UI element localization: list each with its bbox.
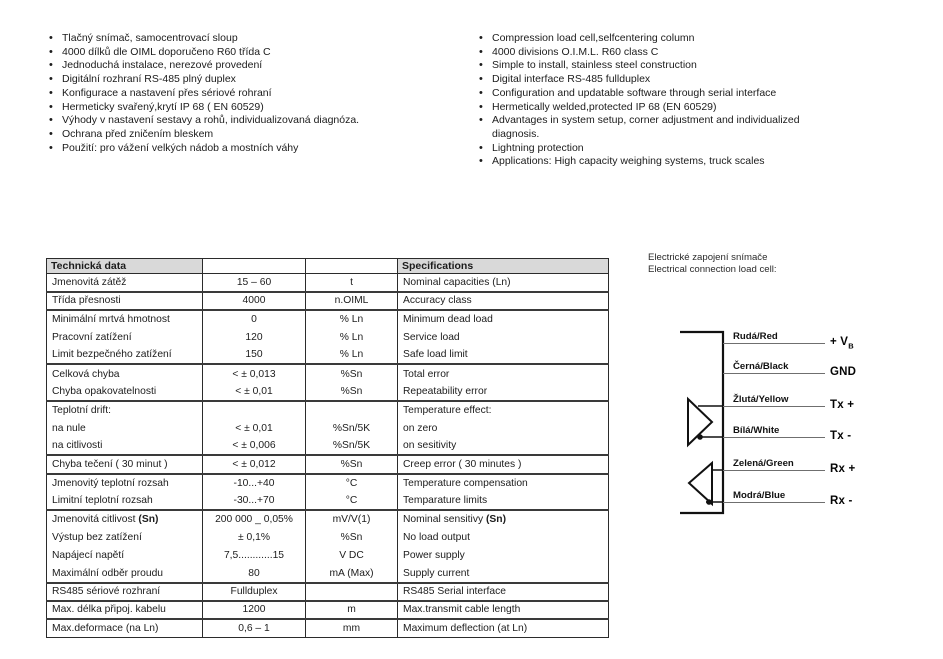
cell-cz: na nule: [47, 419, 203, 437]
cell-cz: Chyba opakovatelnosti: [47, 383, 203, 401]
feature-text: Hermeticky svařený,krytí IP 68 ( EN 60529): [62, 100, 264, 113]
bullet-icon: [49, 46, 53, 60]
cell-value: 1200: [203, 601, 306, 619]
table-row: [47, 292, 609, 310]
diagram-caption-en: Electrical connection load cell:: [648, 263, 777, 275]
list-item: [48, 128, 448, 142]
cell-cz: Celková chyba: [47, 364, 203, 382]
table-header-row: [47, 259, 609, 274]
cell-cz: Pracovní zatížení: [47, 328, 203, 346]
cell-cz: Napájecí napětí: [47, 546, 203, 564]
cell-unit: t: [306, 274, 398, 292]
cell-value: 15 – 60: [203, 274, 306, 292]
cell-value: 0,6 – 1: [203, 619, 306, 637]
cell-en: No load output: [403, 531, 470, 543]
cell-value: -10...+40: [203, 474, 306, 492]
table-header-value: [203, 259, 306, 274]
cell-cz: Chyba tečení ( 30 minut ): [47, 455, 203, 473]
table-row: [47, 419, 609, 437]
feature-text: Compression load cell,selfcentering column: [492, 32, 695, 44]
feature-list-cz: [48, 32, 448, 155]
feature-text: Simple to install, stainless steel construction: [492, 59, 697, 72]
cell-cz: Maximální odběr proudu: [47, 565, 203, 583]
cell-value: ± 0,1%: [203, 528, 306, 546]
cell-en: Temperature effect:: [403, 404, 492, 416]
cell-unit: °C: [306, 474, 398, 492]
diagram-caption: [648, 252, 943, 275]
signal-label: Rx -: [830, 494, 853, 507]
bullet-icon: [49, 59, 53, 73]
cell-unit: %Sn: [306, 383, 398, 401]
table-header-unit: [306, 259, 398, 274]
cell-unit: %Sn: [306, 455, 398, 473]
bullet-icon: [479, 73, 483, 87]
cell-cz: Teplotní drift:: [47, 401, 203, 419]
cell-unit: % Ln: [306, 346, 398, 364]
wire-red: [723, 328, 854, 350]
cell-en: Total error: [403, 368, 450, 380]
spec-table: [46, 258, 609, 638]
cell-unit: % Ln: [306, 310, 398, 328]
table-row: [47, 565, 609, 583]
bullet-icon: [479, 155, 483, 169]
list-item: [48, 46, 448, 60]
wire-green: [723, 455, 856, 475]
bullet-icon: [49, 73, 53, 87]
cell-en: Temperature compensation: [403, 477, 528, 489]
list-item: [48, 32, 448, 46]
table-row: [47, 546, 609, 564]
table-row: [47, 492, 609, 510]
cell-en: Creep error ( 30 minutes ): [398, 455, 609, 473]
list-item: [478, 142, 816, 156]
bullet-icon: [49, 142, 53, 156]
feature-text: Jednoduchá instalace, nerezové provedení: [62, 59, 263, 72]
bullet-icon: [49, 101, 53, 115]
wire-label: Bílá/White: [733, 425, 780, 436]
list-item: [48, 101, 448, 115]
cell-value: 80: [203, 565, 306, 583]
feature-text: Ochrana před zničením bleskem: [62, 127, 214, 140]
cell-en: Nominal sensitivy (Sn): [403, 514, 506, 526]
cell-cz: Max.deformace (na Ln): [47, 619, 203, 637]
signal-label: GND: [830, 365, 857, 378]
bullet-icon: [49, 114, 53, 128]
feature-text: Digital interface RS-485 fullduplex: [492, 73, 651, 86]
cell-en: Repeatability error: [398, 383, 609, 401]
list-item: [48, 59, 448, 73]
cell-cz: Třída přesnosti: [47, 292, 203, 310]
list-item: [478, 59, 816, 73]
bullet-icon: [49, 128, 53, 142]
list-item: [48, 114, 448, 128]
cell-cz: Limitní teplotní rozsah: [47, 492, 203, 510]
table-row: [47, 583, 609, 601]
bullet-icon: [479, 114, 483, 128]
cell-cz: Výstup bez zatížení: [47, 528, 203, 546]
list-item: [48, 87, 448, 101]
rx-receiver-icon: [689, 463, 712, 504]
cell-en: Maximum deflection (at Ln): [403, 622, 528, 634]
feature-text: Configuration and updatable software through serial interface: [492, 86, 777, 99]
list-item: [478, 87, 816, 101]
cell-unit: m: [306, 601, 398, 619]
signal-label: Tx +: [830, 398, 855, 411]
cell-value: -30...+70: [203, 492, 306, 510]
cell-value: < ± 0,01: [203, 383, 306, 401]
cell-cz: na citlivosti: [47, 437, 203, 455]
feature-text: Advantages in system setup, corner adjustment and individualized diagnosis.: [492, 114, 800, 140]
cell-unit: %Sn/5K: [306, 437, 398, 455]
feature-text: 4000 dílků dle OIML doporučeno R60 třída C: [62, 45, 271, 58]
list-item: [478, 32, 816, 46]
cell-value: [203, 401, 306, 419]
cell-unit: V DC: [306, 546, 398, 564]
table-row: [47, 328, 609, 346]
list-item: [478, 101, 816, 115]
bullet-icon: [479, 59, 483, 73]
wire-label: Černá/Black: [733, 361, 789, 372]
cell-unit: % Ln: [306, 328, 398, 346]
feature-text: Digitální rozhraní RS-485 plný duplex: [62, 73, 236, 86]
cell-cz: Minimální mrtvá hmotnost: [47, 310, 203, 328]
cell-unit: mV/V(1): [306, 510, 398, 528]
cell-cz: Limit bezpečného zatížení: [47, 346, 203, 364]
table-row: [47, 528, 609, 546]
table-row: [47, 401, 609, 419]
cell-en: RS485 Serial interface: [398, 583, 609, 601]
feature-text: Hermetically welded,protected IP 68 (EN 60529): [492, 100, 717, 113]
cell-value: 150: [203, 346, 306, 364]
cell-unit: °C: [306, 492, 398, 510]
wire-yellow: [723, 391, 855, 411]
table-row: [47, 601, 609, 619]
cell-cz: Jmenovitá zátěž: [47, 274, 203, 292]
cell-value: 0: [203, 310, 306, 328]
bullet-icon: [49, 32, 53, 46]
feature-text: Použití: pro vážení velkých nádob a mostních váhy: [62, 141, 299, 154]
wire-blue: [723, 487, 853, 507]
cell-value: 200 000 _ 0,05%: [203, 510, 306, 528]
cell-cz: RS485 sériové rozhraní: [47, 583, 203, 601]
cell-value: < ± 0,01: [203, 419, 306, 437]
cell-en: Power supply: [403, 549, 465, 561]
feature-text: Applications: High capacity weighing systems, truck scales: [492, 155, 765, 168]
cell-en: Accuracy class: [398, 292, 609, 310]
cell-value: < ± 0,012: [203, 455, 306, 473]
table-row: [47, 383, 609, 401]
table-row: [47, 510, 609, 528]
table-row: [47, 619, 609, 637]
table-row: [47, 346, 609, 364]
feature-text: Výhody v nastavení sestavy a rohů, individualizovaná diagnóza.: [62, 114, 360, 127]
feature-text: 4000 divisions O.I.M.L. R60 class C: [492, 45, 659, 58]
list-item: [478, 114, 816, 141]
load-cell-body-outline: [680, 332, 723, 513]
feature-text: Tlačný snímač, samocentrovací sloup: [62, 32, 238, 44]
cell-value: < ± 0,006: [203, 437, 306, 455]
signal-label: Tx -: [830, 429, 852, 442]
cell-value: 120: [203, 328, 306, 346]
table-row: [47, 274, 609, 292]
table-row: [47, 437, 609, 455]
wiring-diagram: [648, 252, 943, 592]
bullet-icon: [49, 87, 53, 101]
wire-label: Zelená/Green: [733, 458, 794, 469]
cell-en: on zero: [403, 422, 438, 434]
cell-cz: Max. délka připoj. kabelu: [47, 601, 203, 619]
table-row: [47, 310, 609, 328]
wire-white: [723, 422, 852, 442]
bullet-icon: [479, 32, 483, 46]
bullet-icon: [479, 87, 483, 101]
bullet-icon: [479, 46, 483, 60]
table-row: [47, 455, 609, 473]
cell-unit: %Sn/5K: [306, 419, 398, 437]
cell-en: Minimum dead load: [403, 313, 493, 325]
feature-text: Konfigurace a nastavení přes sériové rohraní: [62, 86, 272, 99]
cell-cz: Jmenovitá citlivost (Sn): [47, 510, 203, 528]
wire-label: Rudá/Red: [733, 331, 778, 342]
cell-cz: Jmenovitý teplotní rozsah: [47, 474, 203, 492]
bullet-icon: [479, 101, 483, 115]
cell-unit: [306, 401, 398, 419]
cell-en: Temparature limits: [398, 492, 609, 510]
rx-invert-dot-icon: [706, 499, 712, 505]
table-row: [47, 364, 609, 382]
signal-label: + $V_B$: [830, 335, 854, 350]
feature-text: Lightning protection: [492, 141, 584, 154]
wire-black: [723, 358, 857, 378]
cell-en: Supply current: [398, 565, 609, 583]
cell-en: Safe load limit: [398, 346, 609, 364]
tx-invert-dot-icon: [697, 434, 703, 440]
table-header-en: Specifications: [398, 259, 609, 274]
cell-en: Nominal capacities (Ln): [398, 274, 609, 292]
cell-value: < ± 0,013: [203, 364, 306, 382]
list-item: [478, 155, 816, 169]
cell-en: Service load: [403, 331, 460, 343]
cell-value: 7,5............15: [203, 546, 306, 564]
table-header-cz: Technická data: [47, 259, 203, 274]
cell-unit: mm: [306, 619, 398, 637]
cell-unit: [306, 583, 398, 601]
load-cell-outline: [648, 322, 728, 522]
cell-unit: n.OIML: [306, 292, 398, 310]
list-item: [48, 142, 448, 156]
list-item: [478, 73, 816, 87]
wire-label: Žlutá/Yellow: [733, 394, 789, 405]
wire-label: Modrá/Blue: [733, 490, 786, 501]
cell-value: Fullduplex: [203, 583, 306, 601]
list-item: [478, 46, 816, 60]
diagram-caption-cz: Electrické zapojení snímače: [648, 252, 768, 263]
cell-unit: %Sn: [306, 528, 398, 546]
signal-label: Rx +: [830, 462, 856, 475]
cell-unit: %Sn: [306, 364, 398, 382]
cell-en: Max.transmit cable length: [398, 601, 609, 619]
feature-list-en: [478, 32, 816, 169]
bullet-icon: [479, 142, 483, 156]
table-row: [47, 474, 609, 492]
cell-value: 4000: [203, 292, 306, 310]
list-item: [48, 73, 448, 87]
cell-en: on sesitivity: [398, 437, 609, 455]
cell-unit: mA (Max): [306, 565, 398, 583]
